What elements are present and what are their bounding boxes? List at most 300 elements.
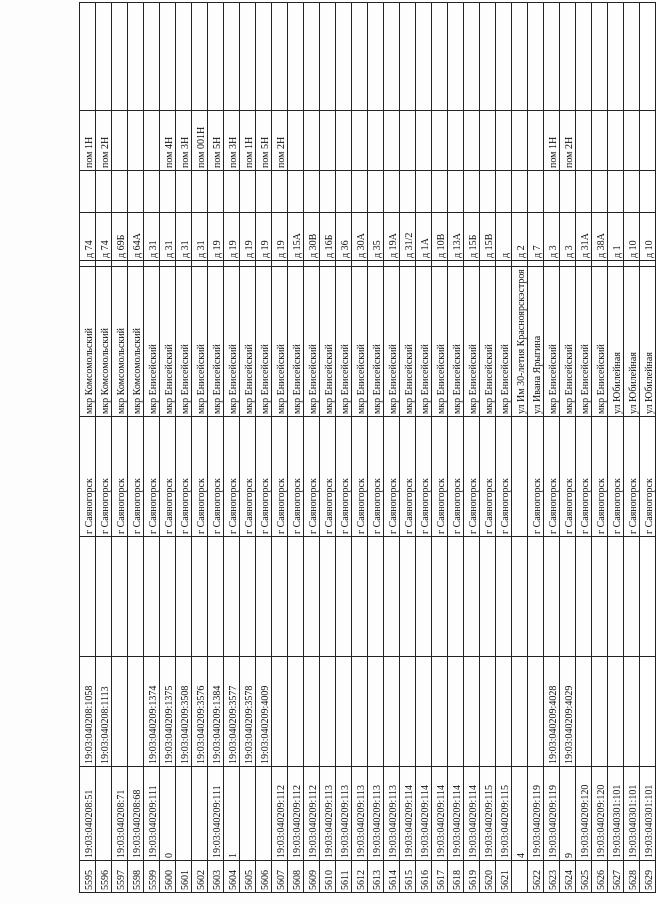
cadastral-number-cell: 19:03:040209:119 <box>528 767 544 861</box>
house-cell: д 31А <box>576 213 592 261</box>
cadastral-number-cell: 19:03:040208:68 <box>128 767 144 861</box>
empty-cell <box>480 261 496 267</box>
city-cell: г Саяногорск <box>368 417 384 537</box>
row-number-cell: 5612 <box>352 861 368 893</box>
object-cadastral-cell <box>112 657 128 767</box>
object-cadastral-cell <box>528 657 544 767</box>
empty-cell <box>464 537 480 657</box>
empty-cell <box>272 261 288 267</box>
row-number-cell: 5627 <box>608 861 624 893</box>
object-cadastral-cell: 19:03:040209:4028 <box>544 657 560 767</box>
table-row <box>528 3 544 893</box>
empty-cell <box>96 3 112 111</box>
empty-cell <box>480 537 496 657</box>
house-cell: д <box>496 213 512 261</box>
street-cell: мкр Енисейский <box>192 267 208 417</box>
room-cell <box>592 111 608 171</box>
city-cell: г Саяногорск <box>448 417 464 537</box>
empty-cell <box>352 261 368 267</box>
object-cadastral-cell <box>512 657 528 767</box>
house-cell: д 36 <box>336 213 352 261</box>
cadastral-number-cell: 0 <box>160 767 176 861</box>
row-number-cell: 5606 <box>256 861 272 893</box>
house-cell: д 35 <box>368 213 384 261</box>
street-cell: мкр Енисейский <box>432 267 448 417</box>
street-cell: мкр Енисейский <box>160 267 176 417</box>
room-cell <box>288 111 304 171</box>
row-number-cell: 5626 <box>592 861 608 893</box>
empty-cell <box>96 537 112 657</box>
empty-cell <box>384 171 400 213</box>
object-cadastral-cell: 19:03:040209:4009 <box>256 657 272 767</box>
house-cell: д 31 <box>192 213 208 261</box>
empty-cell <box>352 537 368 657</box>
table-row <box>576 3 592 893</box>
empty-cell <box>432 3 448 111</box>
room-cell <box>112 111 128 171</box>
house-cell: д 15А <box>288 213 304 261</box>
empty-cell <box>608 3 624 111</box>
object-cadastral-cell <box>624 657 640 767</box>
empty-cell <box>240 3 256 111</box>
table-row <box>288 3 304 893</box>
house-cell: д 13А <box>448 213 464 261</box>
house-cell: д 1А <box>416 213 432 261</box>
row-number-cell: 5619 <box>464 861 480 893</box>
empty-cell <box>480 171 496 213</box>
empty-cell <box>208 537 224 657</box>
room-cell <box>416 111 432 171</box>
house-cell: д 31 <box>144 213 160 261</box>
empty-cell <box>432 261 448 267</box>
table-row <box>464 3 480 893</box>
empty-cell <box>272 171 288 213</box>
house-cell: д 19 <box>256 213 272 261</box>
cadastral-number-cell: 19:03:040209:113 <box>368 767 384 861</box>
cadastral-number-cell: 19:03:040209:115 <box>496 767 512 861</box>
table-row <box>416 3 432 893</box>
empty-cell <box>544 3 560 111</box>
object-cadastral-cell: 19:03:040209:1384 <box>208 657 224 767</box>
empty-cell <box>304 537 320 657</box>
street-cell: мкр Енисейский <box>448 267 464 417</box>
cadastral-number-cell: 4 <box>512 767 528 861</box>
empty-cell <box>400 3 416 111</box>
street-cell: мкр Енисейский <box>384 267 400 417</box>
empty-cell <box>80 537 96 657</box>
empty-cell <box>176 171 192 213</box>
city-cell: г Саяногорск <box>96 417 112 537</box>
room-cell: пом 2Н <box>96 111 112 171</box>
row-number-cell: 5621 <box>496 861 512 893</box>
city-cell: г Саяногорск <box>160 417 176 537</box>
cadastral-number-cell: 19:03:040208:71 <box>112 767 128 861</box>
room-cell: пом 5Н <box>208 111 224 171</box>
object-cadastral-cell <box>320 657 336 767</box>
table-row <box>272 3 288 893</box>
city-cell: г Саяногорск <box>432 417 448 537</box>
room-cell: пом 1Н <box>80 111 96 171</box>
row-number-cell: 5597 <box>112 861 128 893</box>
house-cell: д 10В <box>432 213 448 261</box>
empty-cell <box>368 537 384 657</box>
cadastral-number-cell: 19:03:040301:101 <box>640 767 656 861</box>
row-number-cell: 5614 <box>384 861 400 893</box>
table-row <box>160 3 176 893</box>
room-cell <box>608 111 624 171</box>
city-cell: г Саяногорск <box>272 417 288 537</box>
empty-cell <box>336 171 352 213</box>
row-number-cell: 5616 <box>416 861 432 893</box>
room-cell: пом 2Н <box>272 111 288 171</box>
row-number-cell: 5625 <box>576 861 592 893</box>
room-cell <box>400 111 416 171</box>
row-number-cell: 5604 <box>224 861 240 893</box>
row-number-cell: 5598 <box>128 861 144 893</box>
house-cell: д 64А <box>128 213 144 261</box>
street-cell: мкр Енисейский <box>464 267 480 417</box>
object-cadastral-cell <box>608 657 624 767</box>
table-row <box>112 3 128 893</box>
object-cadastral-cell <box>592 657 608 767</box>
empty-cell <box>544 261 560 267</box>
empty-cell <box>528 3 544 111</box>
city-cell: г Саяногорск <box>144 417 160 537</box>
empty-cell <box>592 3 608 111</box>
empty-cell <box>336 261 352 267</box>
empty-cell <box>432 171 448 213</box>
table-row <box>128 3 144 893</box>
empty-cell <box>608 261 624 267</box>
empty-cell <box>368 171 384 213</box>
room-cell <box>384 111 400 171</box>
empty-cell <box>560 171 576 213</box>
city-cell: г Саяногорск <box>240 417 256 537</box>
row-number-cell: 5617 <box>432 861 448 893</box>
table-row <box>176 3 192 893</box>
table-row <box>304 3 320 893</box>
object-cadastral-cell <box>384 657 400 767</box>
empty-cell <box>512 3 528 111</box>
empty-cell <box>80 261 96 267</box>
city-cell: г Саяногорск <box>304 417 320 537</box>
row-number-cell: 5605 <box>240 861 256 893</box>
room-cell <box>448 111 464 171</box>
empty-cell <box>224 171 240 213</box>
cadastral-number-cell <box>192 767 208 861</box>
cadastral-number-cell: 19:03:040209:112 <box>272 767 288 861</box>
object-cadastral-cell: 19:03:040209:4029 <box>560 657 576 767</box>
empty-cell <box>368 3 384 111</box>
object-cadastral-cell <box>464 657 480 767</box>
empty-cell <box>96 171 112 213</box>
object-cadastral-cell: 19:03:040209:3577 <box>224 657 240 767</box>
house-cell: д 31 <box>160 213 176 261</box>
row-number-cell: 5595 <box>80 861 96 893</box>
empty-cell <box>272 537 288 657</box>
house-cell: д 3 <box>544 213 560 261</box>
house-cell: д 74 <box>80 213 96 261</box>
empty-cell <box>352 3 368 111</box>
object-cadastral-cell <box>128 657 144 767</box>
house-cell: д 10 <box>624 213 640 261</box>
empty-cell <box>80 171 96 213</box>
empty-cell <box>304 261 320 267</box>
street-cell: мкр Енисейский <box>592 267 608 417</box>
house-cell: д 30А <box>352 213 368 261</box>
cadastral-number-cell: 19:03:040209:113 <box>320 767 336 861</box>
empty-cell <box>144 3 160 111</box>
empty-cell <box>112 261 128 267</box>
empty-cell <box>112 171 128 213</box>
empty-cell <box>256 537 272 657</box>
empty-cell <box>128 537 144 657</box>
empty-cell <box>576 537 592 657</box>
object-cadastral-cell <box>480 657 496 767</box>
house-cell: д 69Б <box>112 213 128 261</box>
cadastral-number-cell <box>96 767 112 861</box>
city-cell: г Саяногорск <box>528 417 544 537</box>
object-cadastral-cell <box>496 657 512 767</box>
table-row <box>320 3 336 893</box>
city-cell: г Саяногорск <box>640 417 656 537</box>
cadastral-number-cell <box>240 767 256 861</box>
empty-cell <box>496 537 512 657</box>
room-cell <box>512 111 528 171</box>
object-cadastral-cell: 19:03:040208:1113 <box>96 657 112 767</box>
house-cell: д 15Б <box>464 213 480 261</box>
table-row <box>448 3 464 893</box>
empty-cell <box>416 171 432 213</box>
empty-cell <box>144 171 160 213</box>
cadastral-number-cell: 19:03:040209:113 <box>352 767 368 861</box>
house-cell: д 15В <box>480 213 496 261</box>
street-cell: ул Ивана Ярыгина <box>528 267 544 417</box>
house-cell: д 1 <box>608 213 624 261</box>
cadastral-number-cell: 19:03:040209:115 <box>480 767 496 861</box>
object-cadastral-cell: 19:03:040208:1058 <box>80 657 96 767</box>
empty-cell <box>544 537 560 657</box>
empty-cell <box>416 3 432 111</box>
table-row <box>208 3 224 893</box>
cadastral-number-cell: 19:03:040209:120 <box>576 767 592 861</box>
empty-cell <box>640 171 656 213</box>
room-cell <box>624 111 640 171</box>
empty-cell <box>128 171 144 213</box>
empty-cell <box>272 3 288 111</box>
table-row <box>144 3 160 893</box>
empty-cell <box>624 171 640 213</box>
object-cadastral-cell <box>576 657 592 767</box>
table-row <box>400 3 416 893</box>
house-cell: д 19 <box>240 213 256 261</box>
table-row <box>560 3 576 893</box>
row-number-cell: 5608 <box>288 861 304 893</box>
street-cell: мкр Комсомольский <box>96 267 112 417</box>
street-cell: ул Юбилейная <box>608 267 624 417</box>
street-cell: мкр Енисейский <box>560 267 576 417</box>
room-cell <box>304 111 320 171</box>
city-cell: г Саяногорск <box>496 417 512 537</box>
empty-cell <box>256 261 272 267</box>
street-cell: мкр Енисейский <box>368 267 384 417</box>
street-cell: мкр Енисейский <box>272 267 288 417</box>
city-cell: г Саяногорск <box>208 417 224 537</box>
city-cell: г Саяногорск <box>288 417 304 537</box>
street-cell: мкр Енисейский <box>224 267 240 417</box>
room-cell <box>480 111 496 171</box>
street-cell: мкр Енисейский <box>176 267 192 417</box>
empty-cell <box>416 261 432 267</box>
empty-cell <box>176 261 192 267</box>
city-cell: г Саяногорск <box>80 417 96 537</box>
row-number-cell: 5609 <box>304 861 320 893</box>
city-cell: г Саяногорск <box>592 417 608 537</box>
row-number-cell: 5610 <box>320 861 336 893</box>
empty-cell <box>464 261 480 267</box>
street-cell: мкр Енисейский <box>336 267 352 417</box>
table-row <box>96 3 112 893</box>
city-cell: г Саяногорск <box>224 417 240 537</box>
cadastral-number-cell: 19:03:040209:111 <box>208 767 224 861</box>
row-number-cell: 5611 <box>336 861 352 893</box>
cadastral-number-cell: 9 <box>560 767 576 861</box>
empty-cell <box>288 261 304 267</box>
cadastral-number-cell: 19:03:040209:120 <box>592 767 608 861</box>
empty-cell <box>320 3 336 111</box>
table-row <box>432 3 448 893</box>
cadastral-number-cell: 1 <box>224 767 240 861</box>
city-cell: г Саяногорск <box>192 417 208 537</box>
empty-cell <box>240 537 256 657</box>
row-number-cell: 5613 <box>368 861 384 893</box>
empty-cell <box>576 3 592 111</box>
empty-cell <box>336 537 352 657</box>
table-row <box>336 3 352 893</box>
city-cell: г Саяногорск <box>560 417 576 537</box>
house-cell: д 38А <box>592 213 608 261</box>
street-cell: мкр Енисейский <box>416 267 432 417</box>
empty-cell <box>528 261 544 267</box>
room-cell: пом 5Н <box>256 111 272 171</box>
object-cadastral-cell: 19:03:040209:3578 <box>240 657 256 767</box>
cadastral-number-cell: 19:03:040301:101 <box>608 767 624 861</box>
empty-cell <box>512 261 528 267</box>
empty-cell <box>176 537 192 657</box>
empty-cell <box>544 171 560 213</box>
empty-cell <box>624 537 640 657</box>
row-number-cell: 5599 <box>144 861 160 893</box>
house-cell: д 10 <box>640 213 656 261</box>
empty-cell <box>192 3 208 111</box>
street-cell: мкр Комсомольский <box>112 267 128 417</box>
room-cell: пом 001Н <box>192 111 208 171</box>
house-cell: д 16Б <box>320 213 336 261</box>
empty-cell <box>128 3 144 111</box>
street-cell: мкр Енисейский <box>352 267 368 417</box>
empty-cell <box>256 171 272 213</box>
empty-cell <box>192 537 208 657</box>
city-cell: г Саяногорск <box>384 417 400 537</box>
street-cell: ул Юбилейная <box>640 267 656 417</box>
empty-cell <box>80 3 96 111</box>
row-number-cell: 5596 <box>96 861 112 893</box>
cadastral-number-cell <box>256 767 272 861</box>
object-cadastral-cell <box>368 657 384 767</box>
row-number-cell: 5618 <box>448 861 464 893</box>
city-cell: г Саяногорск <box>464 417 480 537</box>
empty-cell <box>128 261 144 267</box>
empty-cell <box>624 3 640 111</box>
empty-cell <box>288 537 304 657</box>
table-row <box>608 3 624 893</box>
empty-cell <box>176 3 192 111</box>
empty-cell <box>560 261 576 267</box>
empty-cell <box>496 3 512 111</box>
empty-cell <box>112 3 128 111</box>
room-cell: пом 1Н <box>544 111 560 171</box>
empty-cell <box>224 3 240 111</box>
empty-cell <box>144 537 160 657</box>
table-row <box>368 3 384 893</box>
empty-cell <box>512 171 528 213</box>
empty-cell <box>208 261 224 267</box>
cadastral-number-cell: 19:03:040209:114 <box>400 767 416 861</box>
empty-cell <box>608 171 624 213</box>
empty-cell <box>144 261 160 267</box>
street-cell: мкр Енисейский <box>320 267 336 417</box>
empty-cell <box>160 171 176 213</box>
city-cell: г Саяногорск <box>544 417 560 537</box>
cadastral-table <box>79 2 656 893</box>
cadastral-number-cell: 19:03:040209:114 <box>416 767 432 861</box>
street-cell: мкр Енисейский <box>544 267 560 417</box>
empty-cell <box>112 537 128 657</box>
empty-cell <box>304 171 320 213</box>
row-number-cell: 5623 <box>544 861 560 893</box>
city-cell: г Саяногорск <box>624 417 640 537</box>
street-cell: мкр Енисейский <box>256 267 272 417</box>
row-number-cell: 5607 <box>272 861 288 893</box>
row-number-cell: 5624 <box>560 861 576 893</box>
street-cell: ул Юбилейная <box>624 267 640 417</box>
object-cadastral-cell <box>448 657 464 767</box>
table-row <box>80 3 96 893</box>
table-row <box>592 3 608 893</box>
room-cell <box>496 111 512 171</box>
city-cell: г Саяногорск <box>112 417 128 537</box>
empty-cell <box>400 171 416 213</box>
street-cell: мкр Комсомольский <box>80 267 96 417</box>
room-cell: пом 3Н <box>224 111 240 171</box>
empty-cell <box>448 261 464 267</box>
house-cell: д 31 <box>176 213 192 261</box>
object-cadastral-cell <box>304 657 320 767</box>
house-cell: д 19 <box>272 213 288 261</box>
empty-cell <box>576 171 592 213</box>
cadastral-number-cell <box>176 767 192 861</box>
empty-cell <box>288 171 304 213</box>
empty-cell <box>400 537 416 657</box>
house-cell: д 2 <box>512 213 528 261</box>
empty-cell <box>608 537 624 657</box>
cadastral-number-cell: 19:03:040301:101 <box>624 767 640 861</box>
table-row <box>240 3 256 893</box>
cadastral-number-cell: 19:03:040209:119 <box>544 767 560 861</box>
row-number-cell <box>512 861 528 893</box>
object-cadastral-cell: 19:03:040209:3576 <box>192 657 208 767</box>
empty-cell <box>432 537 448 657</box>
